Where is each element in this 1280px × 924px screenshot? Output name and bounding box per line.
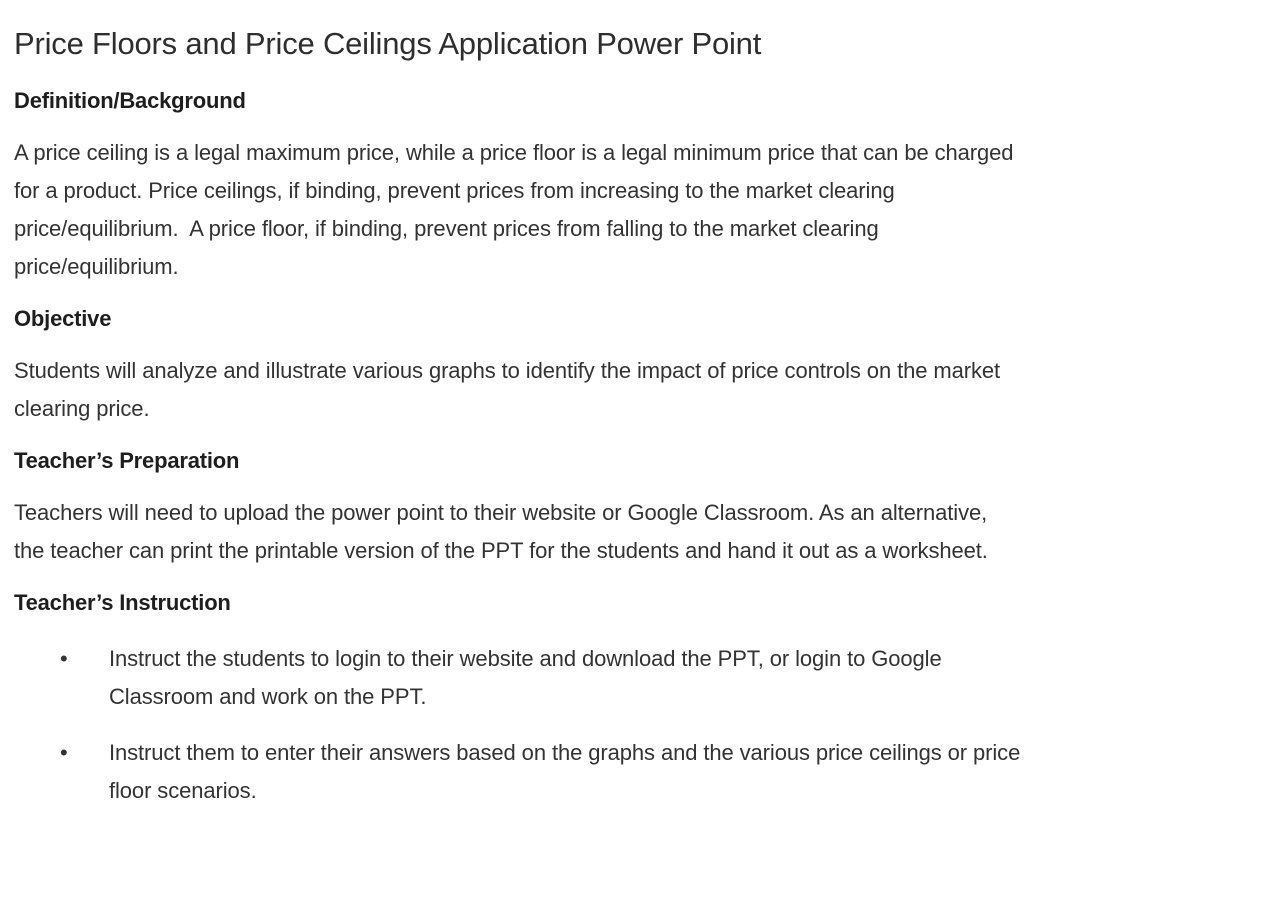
list-item — [14, 734, 1254, 810]
document-title: Price Floors and Price Ceilings Application Power Point — [14, 26, 762, 61]
objective-line: Students will analyze and illustrate various graphs to identify the impact of price controls on the market — [14, 358, 1001, 383]
list-item-line: Instruct the students to login to their website and download the PPT, or login to Google — [109, 646, 942, 671]
preparation-heading: Teacher’s Preparation — [14, 448, 240, 473]
preparation-line: the teacher can print the printable version of the PPT for the students and hand it out as a worksheet. — [14, 538, 988, 563]
objective-line: clearing price. — [14, 396, 150, 421]
definition-line: for a product. Price ceilings, if binding, prevent prices from increasing to the market clearing — [14, 178, 895, 203]
bullet-icon: • — [60, 740, 68, 765]
objective-paragraph — [14, 352, 1254, 428]
instruction-heading: Teacher’s Instruction — [14, 590, 231, 615]
list-item-line: Classroom and work on the PPT. — [109, 684, 427, 709]
preparation-line: Teachers will need to upload the power point to their website or Google Classroom. As an alternative, — [14, 500, 988, 525]
list-item-line: floor scenarios. — [109, 778, 257, 803]
bullet-icon: • — [60, 646, 68, 671]
objective-heading: Objective — [14, 306, 112, 331]
definition-line: A price ceiling is a legal maximum price, while a price floor is a legal minimum price that can be charged — [14, 140, 1014, 165]
definition-line: price/equilibrium. A price floor, if binding, prevent prices from falling to the market clearing — [14, 216, 879, 241]
definition-paragraph — [14, 134, 1254, 286]
instruction-list — [14, 640, 1254, 810]
definition-heading: Definition/Background — [14, 88, 246, 113]
document-page — [14, 24, 1254, 828]
preparation-paragraph — [14, 494, 1254, 570]
list-item-line: Instruct them to enter their answers based on the graphs and the various price ceilings or price — [109, 740, 1021, 765]
definition-line: price/equilibrium. — [14, 254, 179, 279]
list-item — [14, 640, 1254, 716]
